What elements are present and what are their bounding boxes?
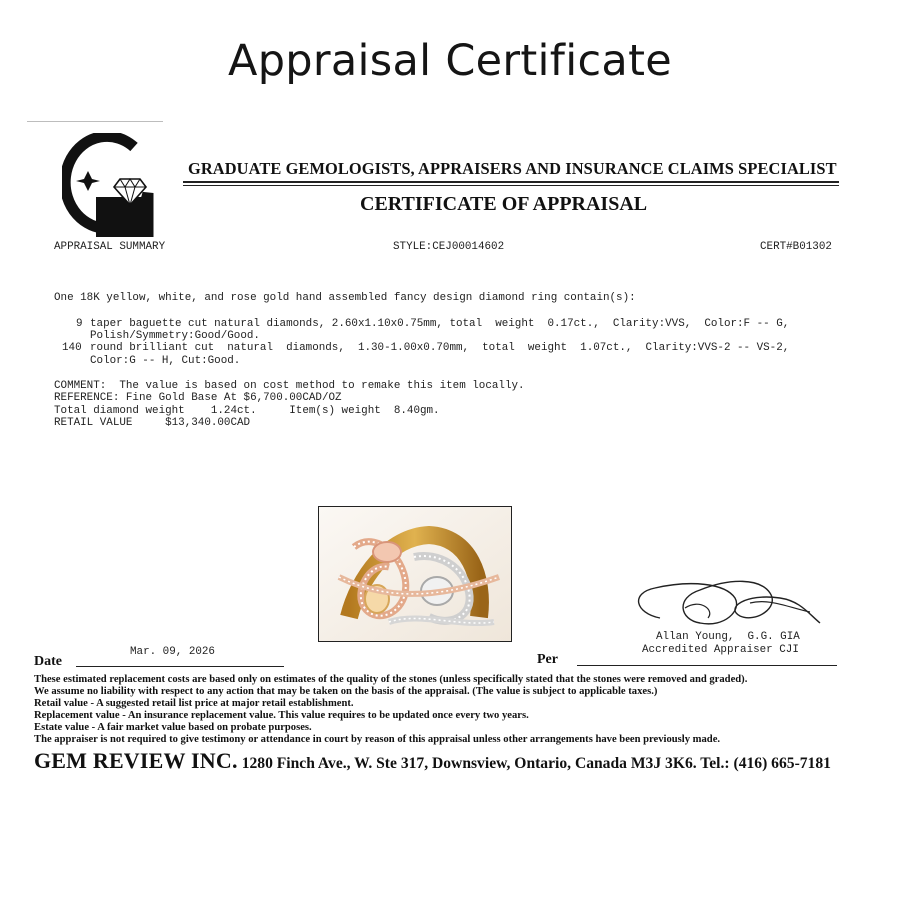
disclaimer-line: These estimated replacement costs are based only on estimates of the quality of the stones (unless specifically stated that the stones were removed and graded). (34, 674, 748, 685)
date-value: Mar. 09, 2026 (130, 646, 215, 658)
reference-line: REFERENCE: Fine Gold Base At $6,700.00CAD/OZ (54, 392, 342, 404)
divider (27, 121, 163, 122)
retail-value: RETAIL VALUE $13,340.00CAD (54, 417, 251, 429)
appraiser-name: Allan Young, G.G. GIA (656, 631, 800, 643)
comment-line: COMMENT: The value is based on cost method to remake this item locally. (54, 380, 525, 392)
stone-qty: 140 (62, 342, 82, 354)
stone-detail: taper baguette cut natural diamonds, 2.60x1.10x0.75mm, total weight 0.17ct., Clarity:VVS, Color:F -- G, (90, 318, 790, 330)
disclaimer-line: The appraiser is not required to give testimony or attendance in court by reason of this appraisal unless other arrangements have been previously made. (34, 734, 721, 746)
per-label: Per (537, 652, 558, 667)
date-line (76, 666, 284, 667)
certificate-title: CERTIFICATE OF APPRAISAL (360, 193, 648, 215)
date-label: Date (34, 654, 62, 669)
weight-line: Total diamond weight 1.24ct. Item(s) weight 8.40gm. (54, 405, 440, 417)
stone-qty: 9 (76, 318, 83, 330)
ring-photo (318, 506, 512, 642)
stone-detail-cont: Color:G -- H, Cut:Good. (90, 355, 241, 367)
ring-image-icon (319, 507, 511, 641)
item-description: One 18K yellow, white, and rose gold hand assembled fancy design diamond ring contain(s): (54, 292, 636, 304)
stone-detail: round brilliant cut natural diamonds, 1.30-1.00x0.70mm, total weight 1.07ct., Clarity:VVS-2 -- VS-2, (90, 342, 790, 354)
disclaimer-line: Estate value - A fair market value based on probate purposes. (34, 722, 312, 734)
signature-line (577, 665, 837, 666)
disclaimer-line: Retail value - A suggested retail list price at major retail establishment. (34, 698, 354, 710)
company-name: GEM REVIEW INC. (34, 748, 238, 773)
header-divider (183, 181, 839, 183)
company-footer (34, 748, 831, 774)
organization-heading: GRADUATE GEMOLOGISTS, APPRAISERS AND INSURANCE CLAIMS SPECIALIST (188, 159, 837, 178)
appraiser-title: Accredited Appraiser CJI (642, 644, 799, 656)
page-title: Appraisal Certificate (227, 36, 672, 86)
company-address: 1280 Finch Ave., W. Ste 317, Downsview, Ontario, Canada M3J 3K6. Tel.: (416) 665-7181 (241, 755, 831, 772)
cert-number: CERT#B01302 (760, 241, 832, 253)
header-divider-thin (183, 185, 839, 186)
signature-image-icon (630, 568, 830, 640)
style-number: STYLE:CEJ00014602 (393, 241, 505, 253)
disclaimer-line: We assume no liability with respect to any action that may be taken on the basis of the appraisal. (The value is subject to applicable taxes.) (34, 686, 658, 698)
disclaimer (34, 674, 747, 747)
stone-detail-cont: Polish/Symmetry:Good/Good. (90, 330, 260, 342)
company-logo-icon (62, 133, 158, 237)
disclaimer-line: Replacement value - An insurance replacement value. This value requires to be updated once every two years. (34, 710, 529, 722)
summary-label: APPRAISAL SUMMARY (54, 241, 166, 253)
